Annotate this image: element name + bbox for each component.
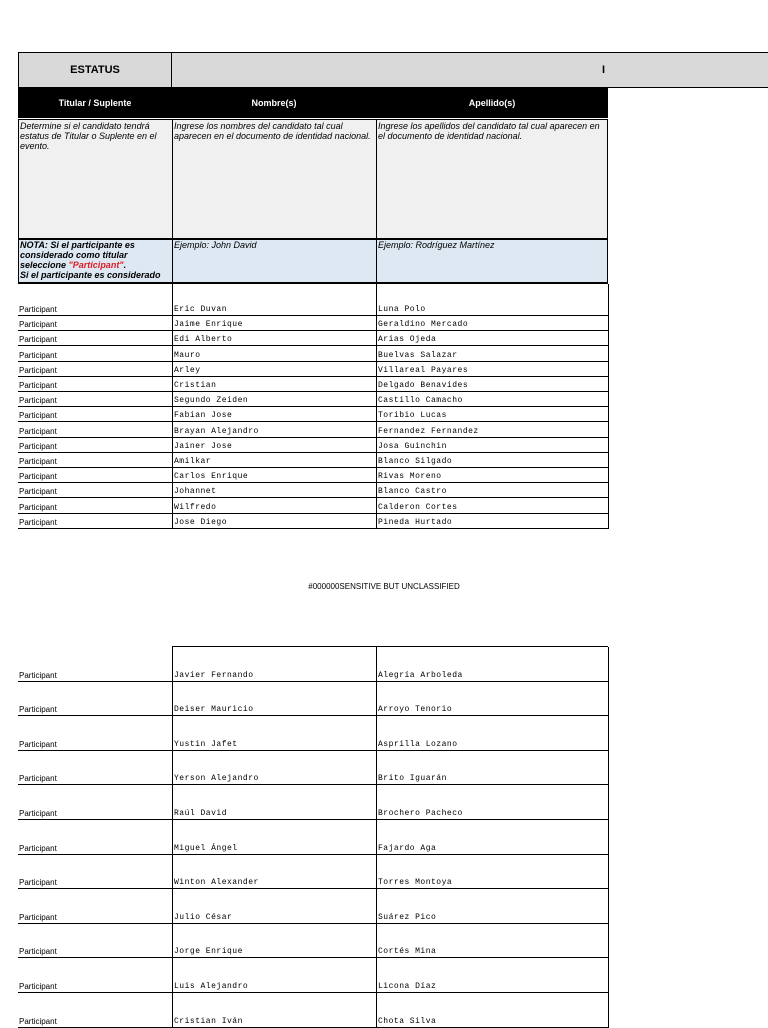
cell-status: Participant bbox=[19, 320, 57, 330]
column-divider bbox=[376, 647, 377, 1028]
cell-nombre: Carlos Enrique bbox=[174, 472, 249, 482]
table-row bbox=[18, 647, 608, 682]
note-titular bbox=[18, 239, 173, 283]
cell-status: Participant bbox=[19, 396, 57, 406]
table-row bbox=[18, 468, 608, 483]
table-row bbox=[18, 284, 608, 316]
cell-apellido: Arias Ojeda bbox=[378, 335, 437, 345]
note-text-line2: Si el participante es considerado bbox=[20, 270, 161, 280]
note-highlight: "Participant" bbox=[68, 260, 124, 270]
description-titular: Determine si el candidato tendrá estatus de Titular o Suplente en el evento. bbox=[18, 119, 173, 239]
column-divider bbox=[172, 316, 173, 529]
cell-status: Participant bbox=[19, 878, 57, 888]
table-row bbox=[18, 483, 608, 498]
cell-apellido: Brito Iguarán bbox=[378, 774, 447, 784]
cell-status: Participant bbox=[19, 808, 57, 818]
cell-status: Participant bbox=[19, 441, 57, 451]
example-apellido: Ejemplo: Rodríguez Martínez bbox=[376, 239, 608, 283]
section-title-partial: I bbox=[602, 64, 606, 76]
cell-status: Participant bbox=[19, 843, 57, 853]
table-row bbox=[18, 377, 608, 392]
cell-apellido: Blanco Silgado bbox=[378, 456, 453, 466]
cell-status: Participant bbox=[19, 426, 57, 436]
cell-nombre: Jainer Jose bbox=[174, 441, 233, 451]
cell-apellido: Brochero Pacheco bbox=[378, 808, 463, 818]
cell-status: Participant bbox=[19, 305, 57, 314]
cell-apellido: Fajardo Aga bbox=[378, 843, 437, 853]
cell-nombre: Yerson Alejandro bbox=[174, 774, 259, 784]
cell-nombre: Javier Fernando bbox=[174, 670, 254, 680]
cell-status: Participant bbox=[19, 456, 57, 466]
column-divider bbox=[376, 316, 377, 529]
description-nombre: Ingrese los nombres del candidato tal cual aparecen en el documento de identidad nacional. bbox=[172, 119, 377, 239]
table-row bbox=[18, 392, 608, 407]
table-row bbox=[18, 785, 608, 820]
cell-nombre: Brayan Alejandro bbox=[174, 426, 259, 436]
table-row bbox=[18, 453, 608, 468]
cell-status: Participant bbox=[19, 472, 57, 482]
table-row bbox=[18, 716, 608, 751]
column-divider bbox=[608, 284, 609, 316]
cell-apellido: Licona Díaz bbox=[378, 981, 437, 991]
cell-apellido: Blanco Castro bbox=[378, 487, 447, 497]
classification-footer: #000000SENSITIVE BUT UNCLASSIFIED bbox=[308, 582, 460, 591]
cell-apellido: Villareal Payares bbox=[378, 365, 469, 375]
cell-apellido: Alegría Arboleda bbox=[378, 670, 463, 680]
table-row bbox=[18, 498, 608, 513]
section-title-header bbox=[172, 52, 768, 88]
column-header-apellido: Apellido(s) bbox=[468, 98, 516, 108]
cell-nombre: Julio César bbox=[174, 912, 233, 922]
column-header-nombre: Nombre(s) bbox=[251, 98, 297, 108]
description-apellido: Ingrese los apellidos del candidato tal cual aparecen en el documento de identidad nacional. bbox=[376, 119, 608, 239]
cell-apellido: Asprilla Lozano bbox=[378, 739, 458, 749]
cell-nombre: Deiser Mauricio bbox=[174, 705, 254, 715]
note-text-prefix: NOTA: Si el participante es considerado como titular seleccione bbox=[20, 240, 135, 270]
table-row bbox=[18, 820, 608, 855]
cell-status: Participant bbox=[19, 981, 57, 991]
cell-apellido: Suárez Pico bbox=[378, 912, 437, 922]
cell-nombre: Cristian bbox=[174, 380, 217, 390]
table-row bbox=[18, 682, 608, 717]
table-row bbox=[18, 331, 608, 346]
cell-nombre: Segundo Zeiden bbox=[174, 396, 249, 406]
table-row bbox=[18, 993, 608, 1028]
cell-apellido: Toribio Lucas bbox=[378, 411, 447, 421]
cell-nombre: Jose Diego bbox=[174, 517, 228, 527]
cell-status: Participant bbox=[19, 947, 57, 957]
column-divider bbox=[608, 647, 609, 1028]
cell-apellido: Pineda Hurtado bbox=[378, 517, 453, 527]
table-row bbox=[18, 422, 608, 437]
cell-nombre: Eric Duvan bbox=[174, 305, 228, 314]
cell-apellido: Fernandez Fernandez bbox=[378, 426, 479, 436]
cell-apellido: Torres Montoya bbox=[378, 878, 453, 888]
cell-status: Participant bbox=[19, 670, 57, 680]
cell-nombre: Johannet bbox=[174, 487, 217, 497]
cell-status: Participant bbox=[19, 380, 57, 390]
cell-apellido: Luna Polo bbox=[378, 305, 426, 314]
table-row bbox=[18, 958, 608, 993]
cell-nombre: Wilfredo bbox=[174, 502, 217, 512]
table-row bbox=[18, 407, 608, 422]
cell-apellido: Cortés Mina bbox=[378, 947, 437, 957]
cell-apellido: Delgado Benavides bbox=[378, 380, 469, 390]
cell-nombre: Jaime Enrique bbox=[174, 320, 243, 330]
example-nombre: Ejemplo: John David bbox=[172, 239, 377, 283]
cell-status: Participant bbox=[19, 335, 57, 345]
table-row bbox=[18, 438, 608, 453]
cell-nombre: Yustin Jafet bbox=[174, 739, 238, 749]
cell-nombre: Miguel Ángel bbox=[174, 843, 238, 853]
cell-apellido: Geraldino Mercado bbox=[378, 320, 469, 330]
cell-nombre: Fabian Jose bbox=[174, 411, 233, 421]
note-text-suffix: . bbox=[123, 260, 127, 270]
cell-status: Participant bbox=[19, 912, 57, 922]
table-row bbox=[18, 924, 608, 959]
cell-status: Participant bbox=[19, 502, 57, 512]
cell-nombre: Cristian Iván bbox=[174, 1016, 243, 1026]
cell-apellido: Josa Guinchin bbox=[378, 441, 447, 451]
cell-apellido: Rivas Moreno bbox=[378, 472, 442, 482]
cell-nombre: Winton Alexander bbox=[174, 878, 259, 888]
cell-status: Participant bbox=[19, 365, 57, 375]
table-row bbox=[18, 889, 608, 924]
cell-status: Participant bbox=[19, 774, 57, 784]
cell-apellido: Castillo Camacho bbox=[378, 396, 463, 406]
cell-apellido: Buelvas Salazar bbox=[378, 350, 458, 360]
cell-nombre: Mauro bbox=[174, 350, 201, 360]
table-row bbox=[18, 316, 608, 331]
cell-status: Participant bbox=[19, 411, 57, 421]
column-divider bbox=[608, 316, 609, 529]
cell-status: Participant bbox=[19, 739, 57, 749]
cell-apellido: Chota Silva bbox=[378, 1016, 437, 1026]
cell-nombre: Jorge Enrique bbox=[174, 947, 243, 957]
cell-status: Participant bbox=[19, 1016, 57, 1026]
table-row bbox=[18, 855, 608, 890]
column-divider bbox=[376, 284, 377, 316]
table-row bbox=[18, 362, 608, 377]
table-row bbox=[18, 514, 608, 529]
cell-nombre: Edi Alberto bbox=[174, 335, 233, 345]
table-row bbox=[18, 346, 608, 361]
column-divider bbox=[172, 284, 173, 316]
cell-apellido: Calderon Cortes bbox=[378, 502, 458, 512]
cell-nombre: Raúl David bbox=[174, 808, 228, 818]
estatus-header: ESTATUS bbox=[18, 52, 172, 88]
cell-nombre: Luis Alejandro bbox=[174, 981, 249, 991]
column-header-titular: Titular / Suplente bbox=[58, 98, 132, 108]
column-divider bbox=[172, 647, 173, 1028]
cell-status: Participant bbox=[19, 487, 57, 497]
cell-apellido: Arroyo Tenorio bbox=[378, 705, 453, 715]
cell-status: Participant bbox=[19, 517, 57, 527]
cell-status: Participant bbox=[19, 350, 57, 360]
cell-status: Participant bbox=[19, 705, 57, 715]
column-header-bar bbox=[18, 88, 608, 118]
cell-nombre: Amilkar bbox=[174, 456, 212, 466]
cell-nombre: Arley bbox=[174, 365, 201, 375]
table-row bbox=[18, 751, 608, 786]
